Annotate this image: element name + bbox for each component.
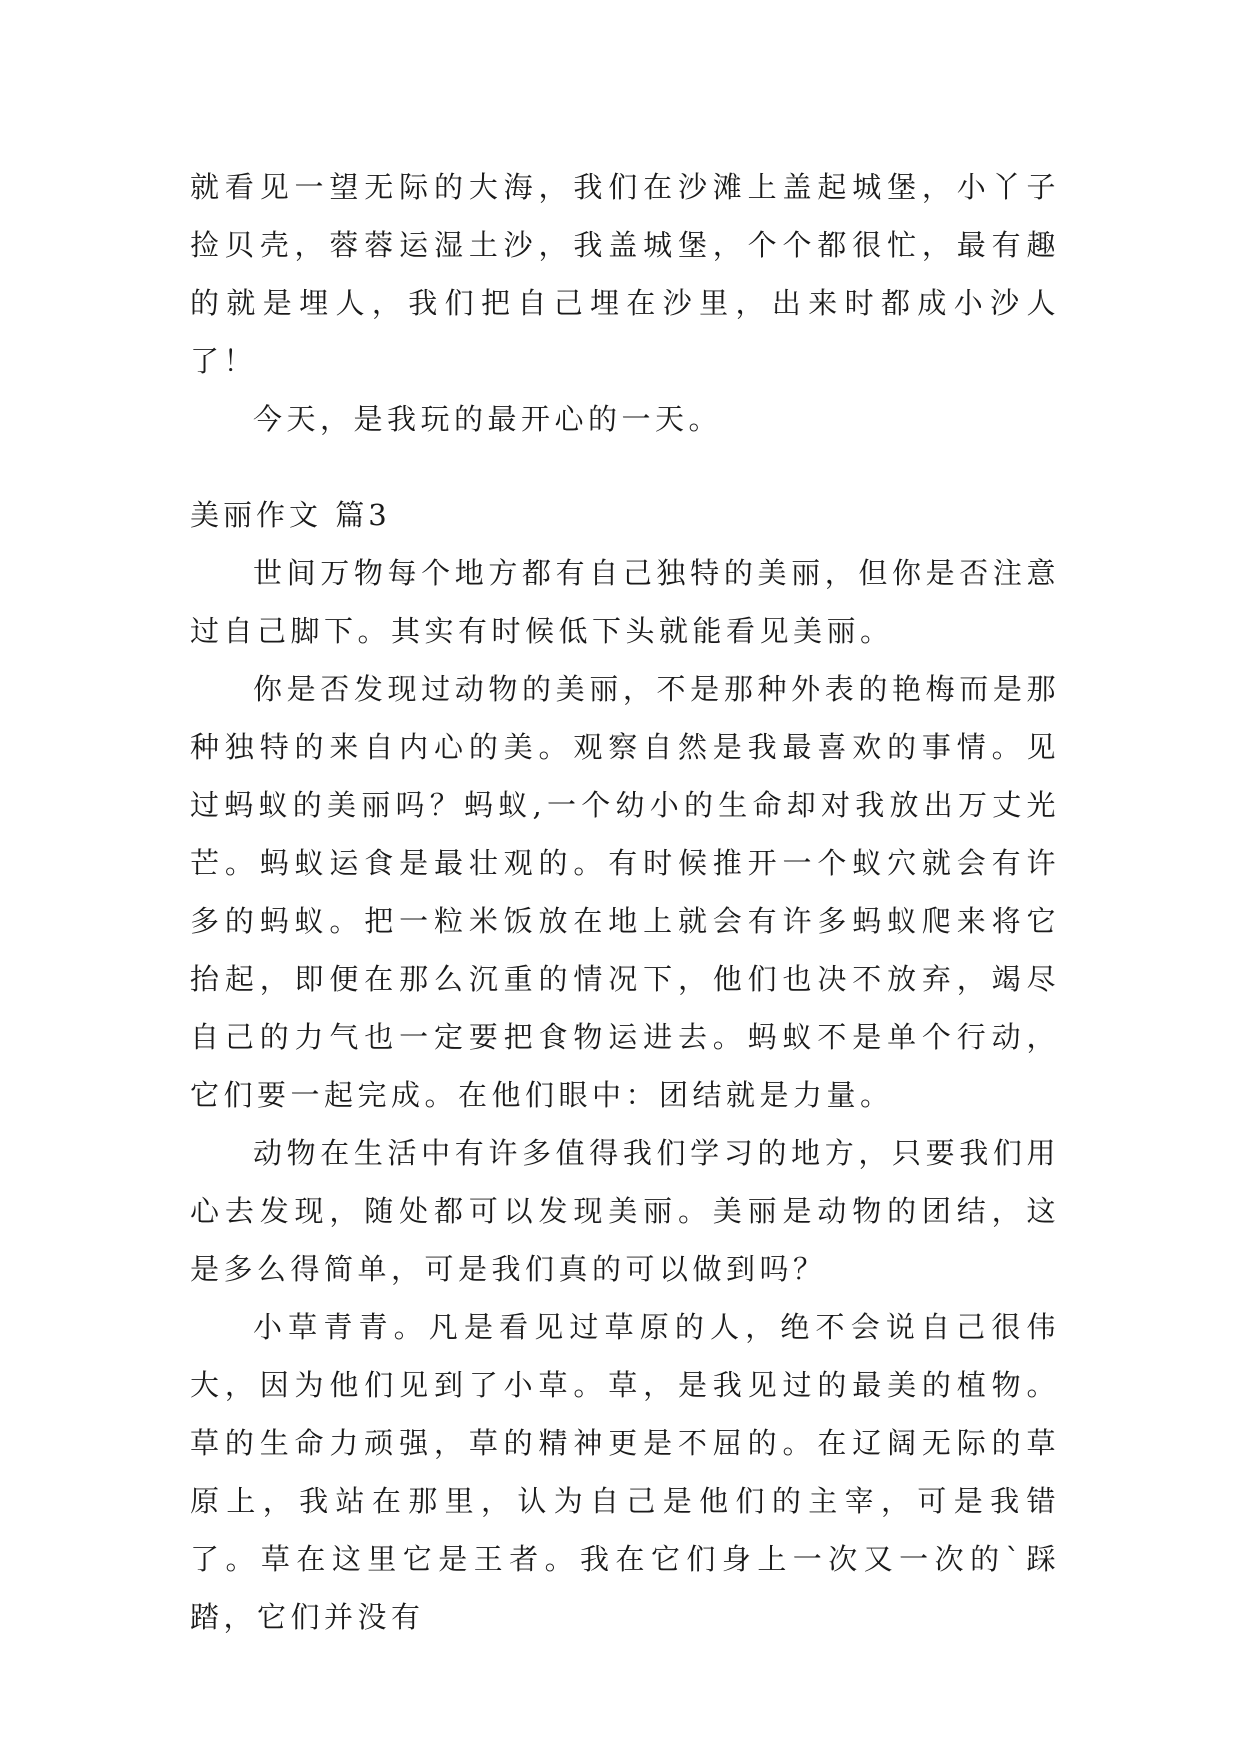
paragraph-grass: 小草青青。凡是看见过草原的人，绝不会说自己很伟大，因为他们见到了小草。草，是我见过的最美的植物。草的生命力顽强，草的精神更是不屈的。在辽阔无际的草原上，我站在那里，认为自己是他们的主宰，可是我错了。草在这里它是王者。我在它们身上一次又一次的`踩踏，它们并没有: [190, 1310, 1060, 1634]
paragraph-conclusion: 今天，是我玩的最开心的一天。: [253, 402, 723, 436]
document-body: [190, 158, 1060, 1646]
paragraph-intro: 世间万物每个地方都有自己独特的美丽，但你是否注意过自己脚下。其实有时候低下头就能看见美丽。: [190, 556, 1060, 648]
paragraph-animals: 动物在生活中有许多值得我们学习的地方，只要我们用心去发现，随处都可以发现美丽。美丽是动物的团结，这是多么得简单，可是我们真的可以做到吗？: [190, 1136, 1060, 1286]
section-heading: 美丽作文 篇3: [190, 498, 391, 532]
paragraph-continued: 就看见一望无际的大海，我们在沙滩上盖起城堡，小丫子捡贝壳，蓉蓉运湿土沙，我盖城堡，个个都很忙，最有趣的就是埋人，我们把自己埋在沙里，出来时都成小沙人了！: [190, 170, 1060, 378]
paragraph-ants: 你是否发现过动物的美丽，不是那种外表的艳梅而是那种独特的来自内心的美。观察自然是我最喜欢的事情。见过蚂蚁的美丽吗？蚂蚁,一个幼小的生命却对我放出万丈光芒。蚂蚁运食是最壮观的。有时候推开一个蚁穴就会有许多的蚂蚁。把一粒米饭放在地上就会有许多蚂蚁爬来将它抬起，即便在那么沉重的情况下，他们也决不放弃，竭尽自己的力气也一定要把食物运进去。蚂蚁不是单个行动，它们要一起完成。在他们眼中：团结就是力量。: [190, 672, 1060, 1112]
